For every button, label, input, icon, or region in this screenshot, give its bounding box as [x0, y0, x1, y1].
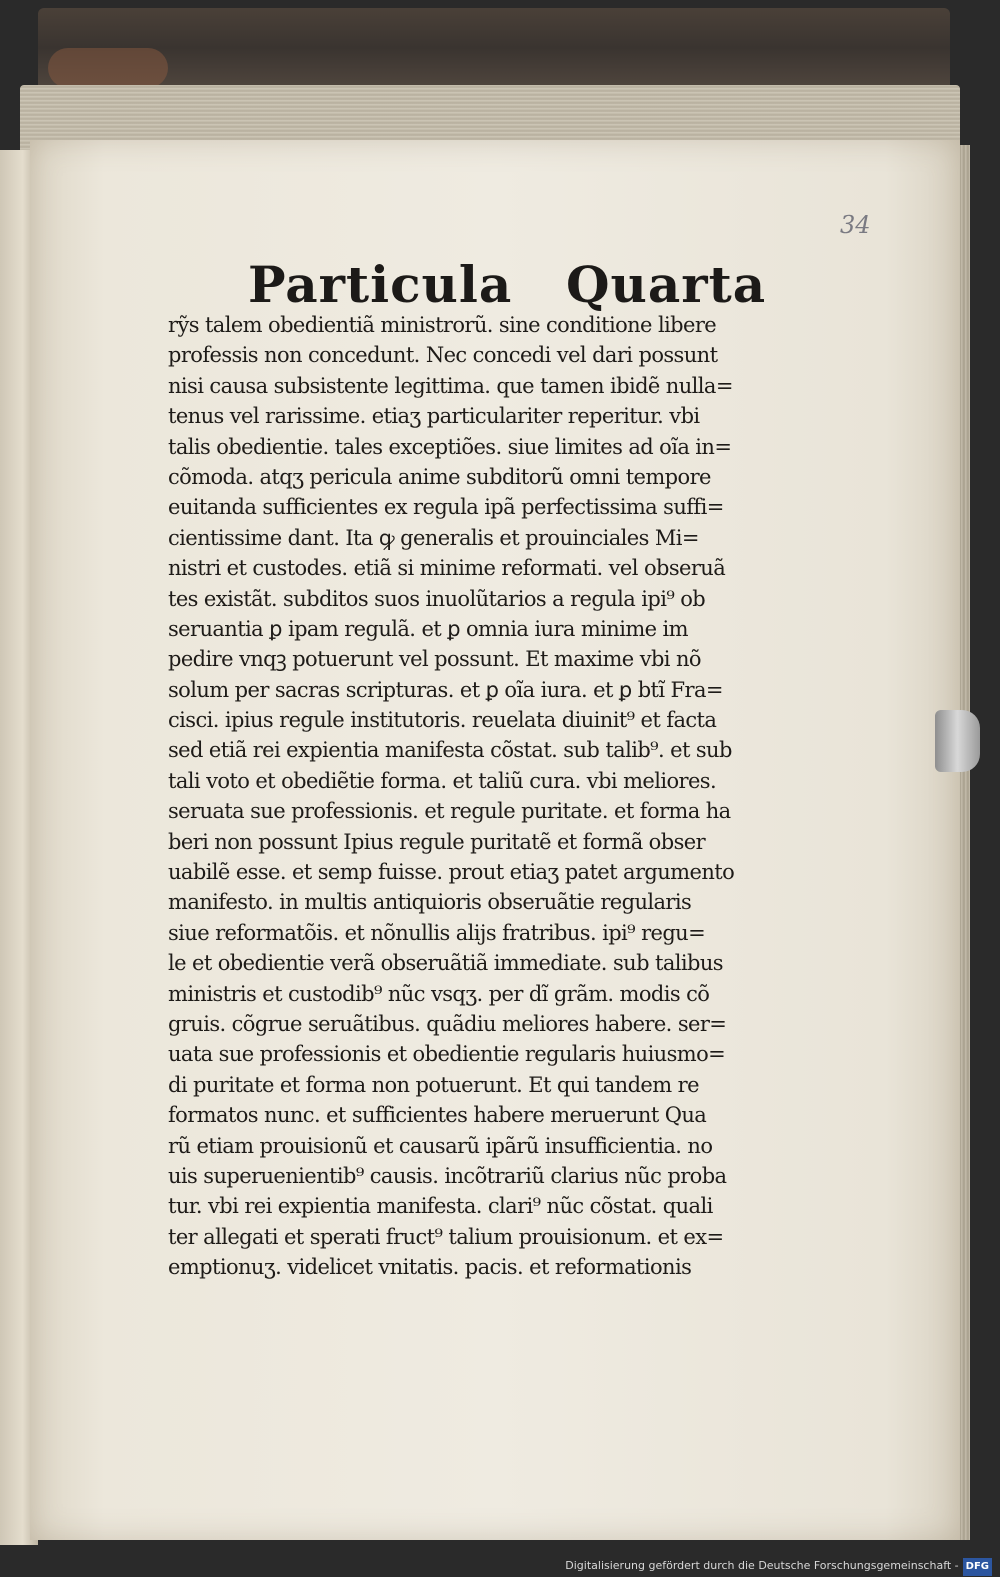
text-line: cisci. ipius regule institutoris. reuelata diuinit⁹ et facta	[168, 708, 717, 733]
text-line: le et obedientie verã obseruãtiã immediate. sub talibus	[168, 951, 723, 976]
text-line: gruis. cõgrue seruãtibus. quãdiu meliores habere. ser=	[168, 1011, 727, 1036]
text-line: seruata sue professionis. et regule puritate. et forma ha	[168, 799, 731, 824]
text-line: cõmoda. atqʒ pericula anime subditorũ omni tempore	[168, 464, 711, 489]
page-heading	[248, 255, 767, 315]
text-line: euitanda sufficientes ex regula ipã perfectissima suffi=	[168, 495, 724, 520]
text-line: nistri et custodes. etiã si minime reformati. vel obseruã	[168, 556, 726, 581]
text-line: solum per sacras scripturas. et ꝑ oĩa iura. et ꝑ btĩ Fra=	[168, 677, 723, 702]
text-line: manifesto. in multis antiquioris obseruãtie regularis	[168, 890, 692, 915]
text-line: emptionuʒ. videlicet vnitatis. pacis. et reformationis	[168, 1255, 692, 1280]
text-line: ter allegati et sperati fruct⁹ talium prouisionum. et ex=	[168, 1224, 724, 1249]
text-line: rũ etiam prouisionũ et causarũ ipãrũ insufficientia. no	[168, 1133, 713, 1158]
text-line: ministris et custodib⁹ nũc vsqʒ. per dĩ grãm. modis cõ	[168, 981, 710, 1006]
text-line: uata sue professionis et obedientie regularis huiusmo=	[168, 1042, 726, 1067]
text-line: uabilẽ esse. et semp fuisse. prout etiaʒ patet argumento	[168, 860, 735, 885]
dfg-logo: DFG	[963, 1558, 992, 1576]
text-line: tali voto et obediẽtie forma. et taliũ cura. vbi meliores.	[168, 768, 717, 793]
text-line: uis superuenientib⁹ causis. incõtrariũ clarius nũc proba	[168, 1163, 727, 1188]
text-block	[168, 310, 808, 1283]
text-line: professis non concedunt. Nec concedi vel dari possunt	[168, 343, 718, 368]
folio-number: 34	[840, 211, 871, 239]
credit-text: Digitalisierung gefördert durch die Deutsche Forschungsgemeinschaft -	[565, 1559, 959, 1572]
text-line: di puritate et forma non potuerunt. Et qui tandem re	[168, 1072, 699, 1097]
heading-word-2: Quarta	[566, 255, 767, 314]
text-line: talis obedientie. tales exceptiões. siue limites ad oĩa in=	[168, 434, 732, 459]
text-line: formatos nunc. et sufficientes habere meruerunt Qua	[168, 1103, 707, 1128]
credit-bar	[565, 1557, 992, 1575]
text-line: tes existãt. subditos suos inuolũtarios a regula ipi⁹ ob	[168, 586, 706, 611]
text-line: sed etiã rei expientia manifesta cõstat. sub talib⁹. et sub	[168, 738, 732, 763]
text-line: siue reformatõis. et nõnullis alijs fratribus. ipi⁹ regu=	[168, 920, 706, 945]
text-line: tenus vel rarissime. etiaʒ particulariter reperitur. vbi	[168, 404, 700, 429]
text-line: nisi causa subsistente legittima. que tamen ibidẽ nulla=	[168, 373, 733, 398]
text-line: tur. vbi rei expientia manifesta. clari⁹ nũc cõstat. quali	[168, 1194, 713, 1219]
page-clip	[935, 710, 980, 772]
text-line: beri non possunt Ipius regule puritatẽ et formã obser	[168, 829, 706, 854]
text-line: seruantia ꝑ ipam regulã. et ꝑ omnia iura minime im	[168, 616, 688, 641]
heading-word-1: Particula	[248, 255, 513, 314]
text-line: pedire vnqꝫ potuerunt vel possunt. Et maxime vbi nõ	[168, 647, 701, 672]
text-line: rỹs talem obedientiã ministrorũ. sine conditione libere	[168, 313, 717, 337]
text-line: cientissime dant. Ita ꝙ generalis et prouinciales Mi=	[168, 525, 699, 550]
